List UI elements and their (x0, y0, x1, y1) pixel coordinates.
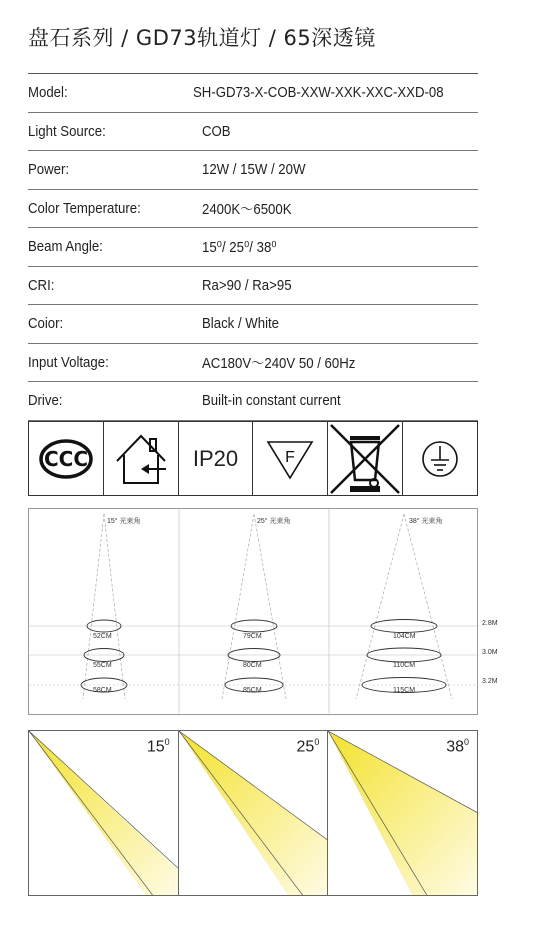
beam-width-label: 110CM (393, 662, 416, 669)
svg-text:F: F (285, 448, 296, 466)
spec-value: Black / White (202, 315, 280, 333)
beam-cone-panels (28, 730, 478, 896)
beam-width-label: 55CM (93, 662, 112, 669)
weee-bin-icon (328, 422, 403, 495)
distance-label: 3.2M (482, 678, 498, 685)
spec-row-color (28, 305, 478, 344)
beam-width-label: 80CM (243, 662, 262, 669)
certification-strip (28, 421, 478, 496)
spec-row-model (28, 73, 478, 113)
cone-angle-label: $15^0$ (146, 737, 170, 756)
beam-header-25: 25° 光束角 (257, 518, 291, 525)
spec-key: Light Source: (28, 122, 106, 140)
spec-value: AC180V～240V 50 / 60Hz (202, 354, 356, 372)
spec-value: COB (202, 122, 231, 140)
spec-value: 12W / 15W / 20W (202, 161, 306, 179)
spec-value: 15⁰/ 25⁰/ 38⁰ (202, 238, 277, 256)
spec-value: SH-GD73-X-COB-XXW-XXK-XXC-XXD-08 (193, 84, 444, 102)
cone-angle-label: $25^0$ (296, 737, 320, 756)
ccc-icon (29, 422, 104, 495)
indoor-use-icon (104, 422, 179, 495)
svg-text:CCC: CCC (43, 446, 88, 471)
spec-value: 2400K～6500K (202, 200, 292, 218)
cone-25 (179, 731, 329, 895)
beam-width-label: 104CM (393, 633, 416, 640)
spec-row-beam-angle (28, 228, 478, 267)
spec-row-power (28, 151, 478, 190)
ip-rating-text: IP20 (192, 445, 239, 471)
cone-15 (29, 731, 179, 895)
spec-key: Drive: (28, 392, 63, 410)
spec-table (28, 73, 478, 421)
spec-row-color-temperature (28, 190, 478, 229)
distance-label: 2.8M (482, 620, 498, 627)
beam-width-label: 52CM (93, 633, 112, 640)
spec-value: Built-in constant current (202, 392, 341, 410)
spec-row-drive (28, 382, 478, 421)
beam-width-label: 79CM (243, 633, 262, 640)
beam-width-label: 58CM (93, 687, 112, 694)
spec-key: CRI: (28, 276, 55, 294)
beam-width-label: 85CM (243, 687, 262, 694)
beam-diagram-drawing (29, 509, 479, 716)
spec-key: Color Temperature: (28, 199, 141, 217)
spec-key: Beam Angle: (28, 238, 103, 256)
spec-value: Ra>90 / Ra>95 (202, 276, 292, 294)
distance-label: 3.0M (482, 649, 498, 656)
cone-38 (328, 731, 477, 895)
beam-header-15: 15° 光束角 (107, 518, 141, 525)
spec-row-input-voltage (28, 344, 478, 383)
spec-key: Input Voltage: (28, 353, 109, 371)
spec-key: Coior: (28, 315, 64, 333)
beam-angle-diagram (28, 508, 478, 715)
spec-key: Power: (28, 161, 70, 179)
beam-header-38: 38° 光束角 (409, 518, 443, 525)
ground-icon (403, 422, 477, 495)
f-mark-icon (253, 422, 328, 495)
cone-angle-label: $38^0$ (446, 737, 470, 756)
beam-width-label: 115CM (393, 687, 416, 694)
spec-row-light-source (28, 113, 478, 152)
spec-key: Model: (28, 84, 68, 102)
ip20-label (179, 422, 254, 495)
page-title: 盘石系列 / GD73轨道灯 / 65深透镜 (28, 26, 376, 50)
spec-row-cri (28, 267, 478, 306)
